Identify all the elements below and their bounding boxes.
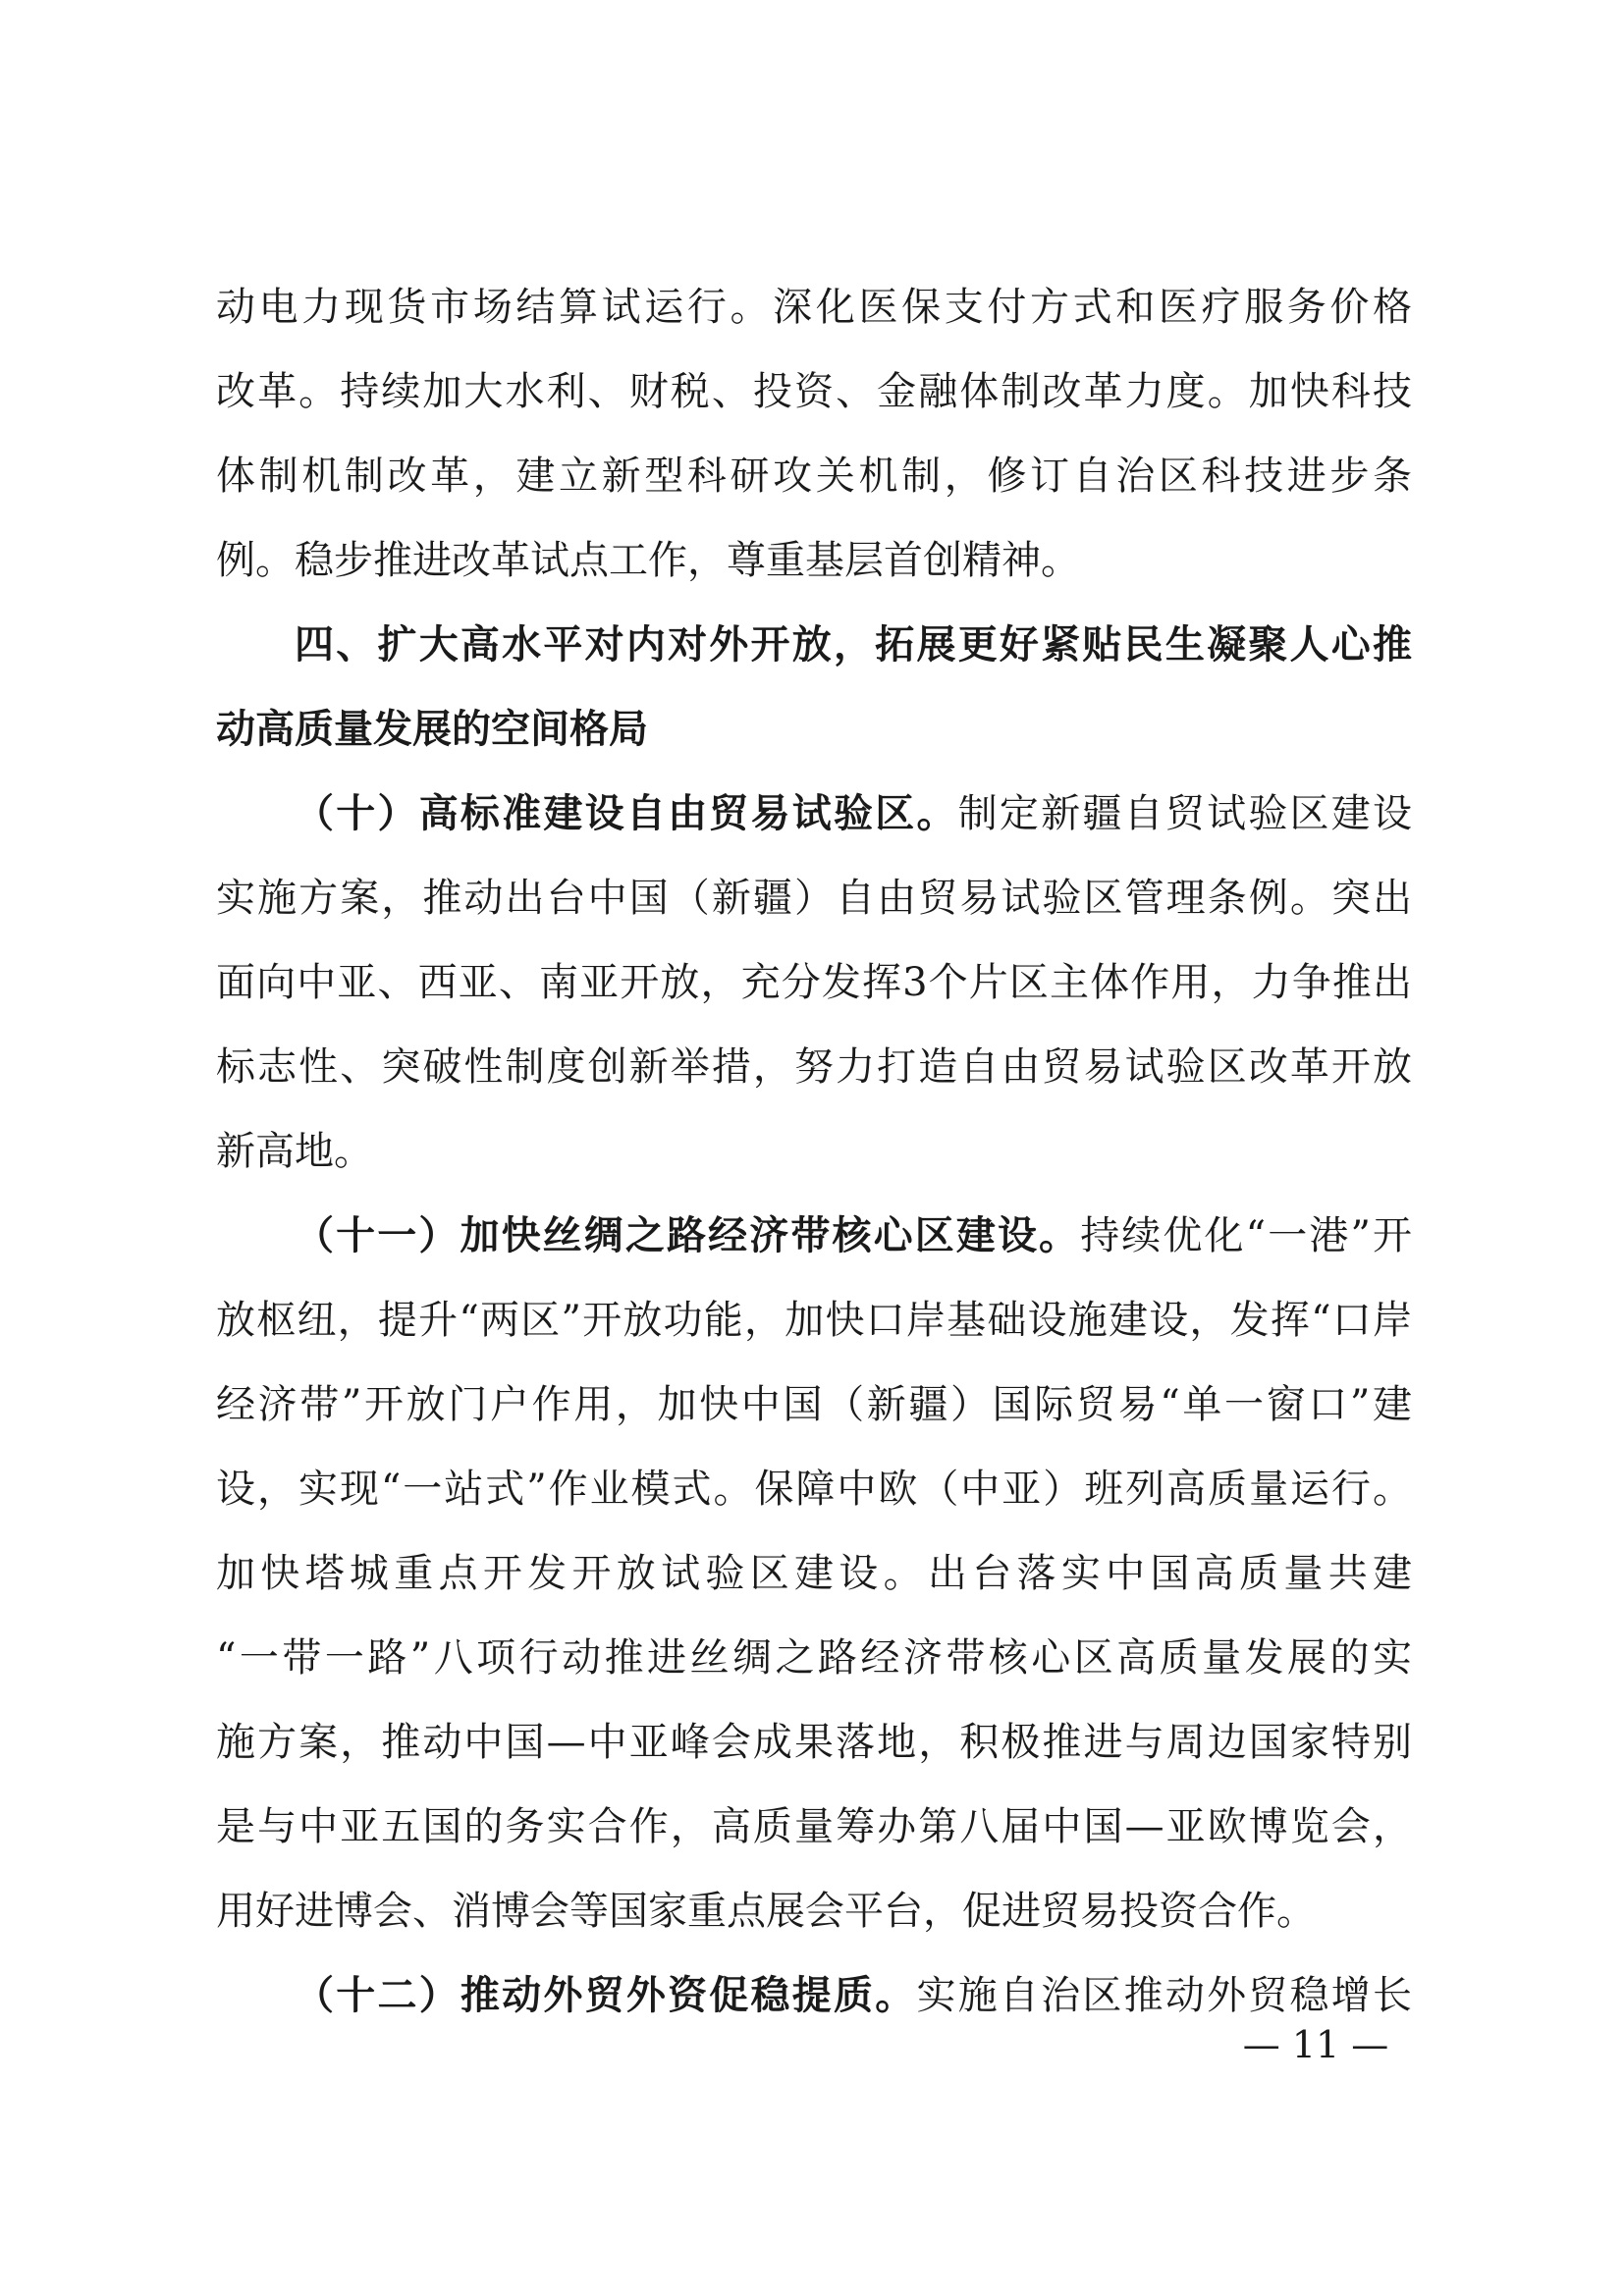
item-11-subhead: （十一）加快丝绸之路经济带核心区建设。 (295, 1213, 1081, 1258)
paragraph-line: 动电力现货市场结算试运行。深化医保支付方式和医疗服务价格 (216, 285, 1412, 330)
item-12-subhead: （十二）推动外贸外资促稳提质。 (295, 1973, 917, 2018)
paragraph-line: 经济带”开放门户作用，加快中国（新疆）国际贸易“单一窗口”建 (216, 1382, 1412, 1427)
page-number: — 11 — (1242, 2023, 1389, 2066)
item-12-first-line (295, 1966, 1412, 2025)
paragraph-line: 例。稳步推进改革试点工作，尊重基层首创精神。 (216, 538, 1080, 583)
item-10-text: 制定新疆自贸试验区建设 (957, 791, 1413, 836)
item-11-first-line (295, 1206, 1412, 1265)
paragraph-line: 实施方案，推动出台中国（新疆）自由贸易试验区管理条例。突出 (216, 876, 1412, 921)
paragraph-line: 标志性、突破性制度创新举措，努力打造自由贸易试验区改革开放 (216, 1044, 1412, 1090)
item-10-subhead: （十）高标准建设自由贸易试验区。 (295, 791, 958, 836)
paragraph-line: 加快塔城重点开发开放试验区建设。出台落实中国高质量共建 (216, 1551, 1412, 1596)
paragraph-line: 放枢纽，提升“两区”开放功能，加快口岸基础设施建设，发挥“口岸 (216, 1298, 1412, 1343)
item-11-text: 持续优化“一港”开 (1080, 1213, 1413, 1258)
paragraph-line: 是与中亚五国的务实合作，高质量筹办第八届中国—亚欧博览会， (216, 1804, 1412, 1849)
paragraph-line: 施方案，推动中国—中亚峰会成果落地，积极推进与周边国家特别 (216, 1720, 1412, 1765)
item-12-text: 实施自治区推动外贸稳增长 (916, 1973, 1413, 2018)
paragraph-line: 面向中亚、西亚、南亚开放，充分发挥3个片区主体作用，力争推出 (216, 960, 1412, 1005)
paragraph-line: 用好进博会、消博会等国家重点展会平台，促进贸易投资合作。 (216, 1889, 1316, 1934)
paragraph-line: “一带一路”八项行动推进丝绸之路经济带核心区高质量发展的实 (216, 1635, 1412, 1681)
section-heading-line: 动高质量发展的空间格局 (216, 707, 648, 752)
section-heading-line: 四、扩大高水平对内对外开放，拓展更好紧贴民生凝聚人心推 (295, 622, 1412, 667)
item-10-first-line (295, 784, 1412, 843)
paragraph-line: 新高地。 (216, 1129, 373, 1174)
paragraph-line: 改革。持续加大水利、财税、投资、金融体制改革力度。加快科技 (216, 369, 1412, 414)
paragraph-line: 设，实现“一站式”作业模式。保障中欧（中亚）班列高质量运行。 (216, 1467, 1412, 1512)
paragraph-line: 体制机制改革，建立新型科研攻关机制，修订自治区科技进步条 (216, 454, 1412, 499)
